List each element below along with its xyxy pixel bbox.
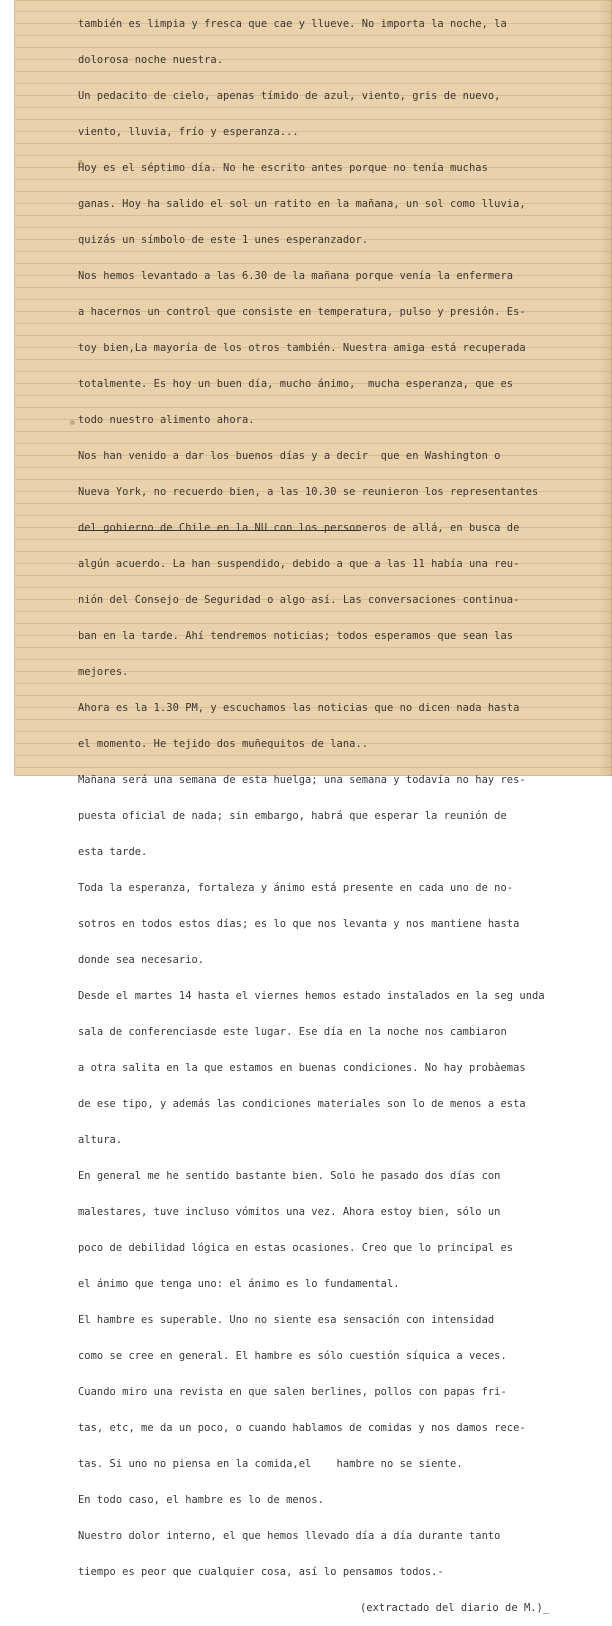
- text-line: malestares, tuve incluso vómitos una vez. Ahora estoy bien, sólo un: [78, 1206, 501, 1218]
- text-line: el momento. He tejido dos muñequitos de lana..: [78, 738, 369, 750]
- text-line: también es limpia y fresca que cae y llueve. No importa la noche, la: [78, 18, 507, 30]
- text-line: Mañana será una semana de esta huelga; una semana y todavía no hay res-: [78, 774, 526, 786]
- text-line: altura.: [78, 1134, 123, 1146]
- text-line: ganas. Hoy ha salido el sol un ratito en la mañana, un sol como lluvia,: [78, 198, 526, 210]
- text-line: quizás un símbolo de este 1 unes esperanzador.: [78, 234, 369, 246]
- text-line: Cuando miro una revista en que salen berlines, pollos con papas fri-: [78, 1386, 507, 1398]
- signature-rule: [78, 530, 360, 531]
- text-line: a hacernos un control que consiste en temperatura, pulso y presión. Es-: [78, 306, 526, 318]
- text-line: de ese tipo, y además las condiciones materiales son lo de menos a esta: [78, 1098, 526, 1110]
- text-line: Nueva York, no recuerdo bien, a las 10.30 se reunieron los representantes: [78, 486, 539, 498]
- text-line: nión del Consejo de Seguridad o algo así. Las conversaciones continua-: [78, 594, 520, 606]
- text-line: esta tarde.: [78, 846, 148, 858]
- text-line: toy bien,La mayoría de los otros también. Nuestra amiga está recuperada: [78, 342, 526, 354]
- attribution-text: (extractado del diario de M.)_: [360, 1602, 550, 1614]
- attribution: [78, 1602, 612, 1614]
- text-line: Ahora es la 1.30 PM, y escuchamos las noticias que no dicen nada hasta: [78, 702, 520, 714]
- text-line: tas, etc, me da un poco, o cuando hablamos de comidas y nos damos rece-: [78, 1422, 526, 1434]
- text-line: Hoy es el séptimo día. No he escrito antes porque no tenía muchas: [78, 162, 488, 174]
- typed-diary-text: [78, 0, 612, 1626]
- text-line: tiempo es peor que cualquier cosa, así lo pensamos todos.-: [78, 1566, 444, 1578]
- paper-mark: [70, 420, 75, 425]
- text-line: algún acuerdo. La han suspendido, debido a que a las 11 había una reu-: [78, 558, 520, 570]
- text-line: dolorosa noche nuestra.: [78, 54, 224, 66]
- text-line: Nos hemos levantado a las 6.30 de la mañana porque venía la enfermera: [78, 270, 514, 282]
- text-line: puesta oficial de nada; sin embargo, habrá que esperar la reunión de: [78, 810, 507, 822]
- text-line: Nos han venido a dar los buenos días y a decir que en Washington o: [78, 450, 501, 462]
- text-line: del gobierno de Chile en la NU con los personeros de allá, en busca de: [78, 522, 520, 534]
- text-line: mejores.: [78, 666, 129, 678]
- text-line: El hambre es superable. Uno no siente esa sensación con intensidad: [78, 1314, 495, 1326]
- text-line: el ánimo que tenga uno: el ánimo es lo fundamental.: [78, 1278, 400, 1290]
- text-line: donde sea necesario.: [78, 954, 205, 966]
- text-line: ban en la tarde. Ahí tendremos noticias; todos esperamos que sean las: [78, 630, 514, 642]
- text-line: viento, lluvia, frío y esperanza...: [78, 126, 299, 138]
- text-line: todo nuestro alimento ahora.: [78, 414, 255, 426]
- text-line: a otra salita en la que estamos en buenas condiciones. No hay probàemas: [78, 1062, 526, 1074]
- text-line: En general me he sentido bastante bien. Solo he pasado dos días con: [78, 1170, 501, 1182]
- text-line: como se cree en general. El hambre es sólo cuestión síquica a veces.: [78, 1350, 507, 1362]
- text-line: Desde el martes 14 hasta el viernes hemos estado instalados en la seg unda: [78, 990, 545, 1002]
- text-line: sala de conferenciasde este lugar. Ese día en la noche nos cambiaron: [78, 1026, 507, 1038]
- text-line: totalmente. Es hoy un buen día, mucho ánimo, mucha esperanza, que es: [78, 378, 514, 390]
- text-line: Nuestro dolor interno, el que hemos llevado día a día durante tanto: [78, 1530, 501, 1542]
- text-line: sotros en todos estos días; es lo que nos levanta y nos mantiene hasta: [78, 918, 520, 930]
- text-line: tas. Si uno no piensa en la comida,el hambre no se siente.: [78, 1458, 463, 1470]
- text-line: poco de debilidad lógica en estas ocasiones. Creo que lo principal es: [78, 1242, 514, 1254]
- text-line: En todo caso, el hambre es lo de menos.: [78, 1494, 324, 1506]
- text-line: Toda la esperanza, fortaleza y ánimo está presente en cada uno de no-: [78, 882, 514, 894]
- text-line: Un pedacito de cielo, apenas tímido de azul, viento, gris de nuevo,: [78, 90, 501, 102]
